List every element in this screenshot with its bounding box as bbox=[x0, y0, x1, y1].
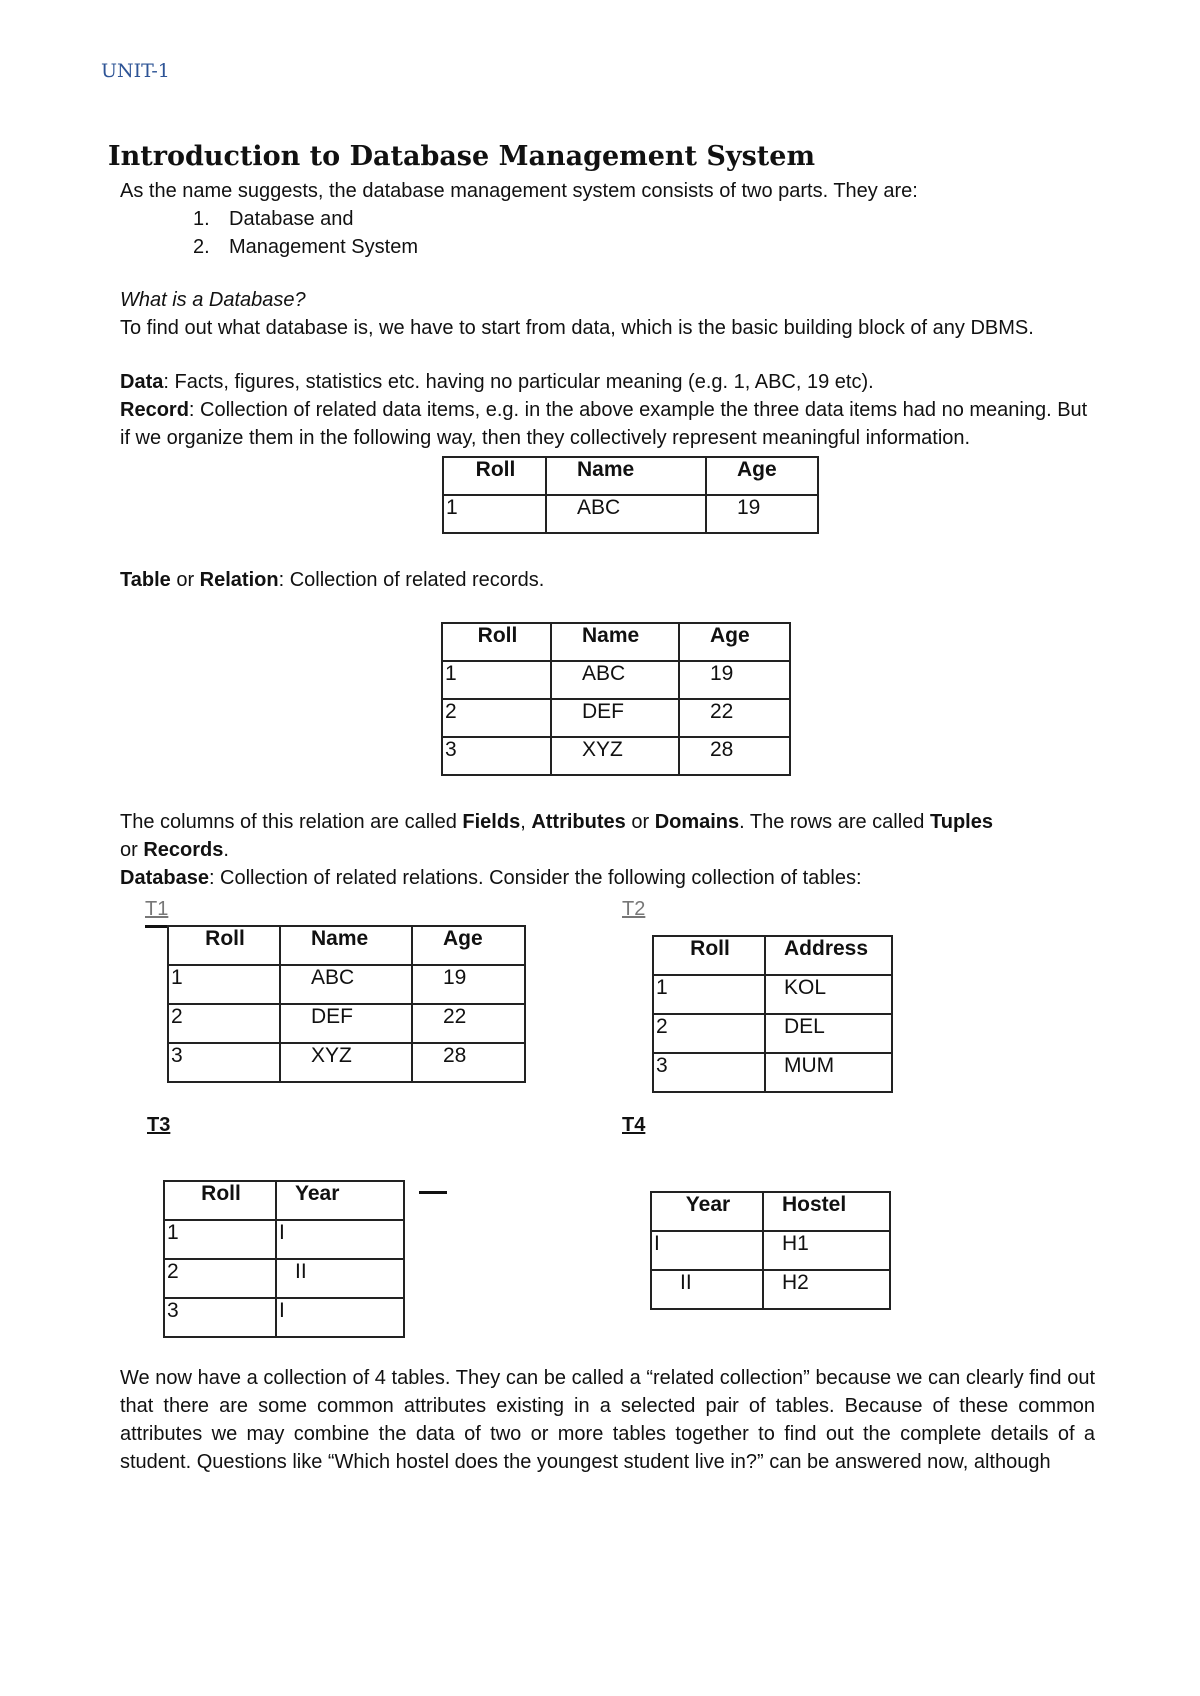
table-cell: 1 bbox=[443, 495, 546, 533]
table-cell: II bbox=[276, 1259, 404, 1298]
table-header: Roll bbox=[164, 1181, 276, 1220]
table-header: Address bbox=[765, 936, 892, 975]
table-header: Year bbox=[651, 1192, 763, 1231]
list-item: 2. bbox=[193, 236, 210, 258]
table-cell: KOL bbox=[765, 975, 892, 1014]
table-cell: 1 bbox=[653, 975, 765, 1014]
table-cell: ABC bbox=[546, 495, 706, 533]
table-cell: 19 bbox=[679, 661, 790, 699]
what-is-text: To find out what database is, we have to start from data, which is the basic building block of any DBMS. bbox=[120, 317, 1034, 339]
table-cell: 3 bbox=[442, 737, 551, 775]
table-header: Age bbox=[679, 623, 790, 661]
table-cell: DEF bbox=[551, 699, 679, 737]
list-item-label: Management System bbox=[229, 236, 418, 258]
table-cell: 19 bbox=[412, 965, 525, 1004]
record-definition: Record: Collection of related data items, e.g. in the above example the three data items had no meaning. But bbox=[120, 399, 1088, 421]
table-header: Name bbox=[280, 926, 412, 965]
record-definition-cont: if we organize them in the following way, then they collectively represent meaningful information. bbox=[120, 427, 971, 449]
table-cell: 2 bbox=[442, 699, 551, 737]
table-cell: I bbox=[276, 1298, 404, 1337]
page-title: Introduction to Database Management System bbox=[108, 141, 816, 172]
table-cell: 28 bbox=[679, 737, 790, 775]
table-cell: 19 bbox=[706, 495, 818, 533]
table-caption-t4: T4 bbox=[622, 1114, 646, 1136]
table-cell: MUM bbox=[765, 1053, 892, 1092]
table-cell: 2 bbox=[653, 1014, 765, 1053]
table-cell: XYZ bbox=[551, 737, 679, 775]
table-header: Year bbox=[276, 1181, 404, 1220]
table-cell: 28 bbox=[412, 1043, 525, 1082]
table-cell: H1 bbox=[763, 1231, 890, 1270]
table-cell: 3 bbox=[168, 1043, 280, 1082]
unit-header: UNIT-1 bbox=[101, 60, 170, 82]
table-cell: XYZ bbox=[280, 1043, 412, 1082]
data-definition: Data: Facts, figures, statistics etc. having no particular meaning (e.g. 1, ABC, 19 etc). bbox=[120, 371, 874, 393]
closing-paragraph: We now have a collection of 4 tables. They can be called a “related collection” because we can clearly find out that there are some common attributes existing in a selected pair of tables. Because of these common attributes we may combine the data of two or more tables together to find out the complete details of a student. Questions like “Which hostel does the youngest student live in?” can be answered now, although bbox=[120, 1367, 1095, 1473]
table-cell: DEF bbox=[280, 1004, 412, 1043]
table-header: Age bbox=[412, 926, 525, 965]
table-definition: Table or Relation: Collection of related records. bbox=[120, 569, 545, 591]
table-cell: I bbox=[276, 1220, 404, 1259]
table-cell: 22 bbox=[412, 1004, 525, 1043]
table-t2 bbox=[652, 935, 893, 1093]
table-t3 bbox=[163, 1180, 405, 1338]
table-t4 bbox=[650, 1191, 891, 1310]
record-table bbox=[442, 456, 819, 534]
table-header: Age bbox=[706, 457, 818, 495]
table-caption-t2: T2 bbox=[622, 898, 646, 920]
table-cell: 2 bbox=[168, 1004, 280, 1043]
table-header: Roll bbox=[653, 936, 765, 975]
table-header: Name bbox=[546, 457, 706, 495]
relation-table bbox=[441, 622, 791, 776]
database-definition: Database: Collection of related relations. Consider the following collection of tables: bbox=[120, 867, 862, 889]
table-cell: 3 bbox=[164, 1298, 276, 1337]
table-cell: II bbox=[651, 1270, 763, 1309]
list-item: 1. bbox=[193, 208, 210, 230]
intro-text: As the name suggests, the database management system consists of two parts. They are: bbox=[120, 180, 918, 202]
table-caption-t3: T3 bbox=[147, 1114, 171, 1136]
table-header: Name bbox=[551, 623, 679, 661]
table-cell: 3 bbox=[653, 1053, 765, 1092]
table-cell: DEL bbox=[765, 1014, 892, 1053]
table-t1 bbox=[167, 925, 526, 1083]
table-header: Roll bbox=[168, 926, 280, 965]
table-cell: 22 bbox=[679, 699, 790, 737]
table-caption-t1: T1 bbox=[145, 898, 169, 920]
table-cell: 1 bbox=[442, 661, 551, 699]
table-cell: 1 bbox=[168, 965, 280, 1004]
table-header: Hostel bbox=[763, 1192, 890, 1231]
caption-dash bbox=[145, 925, 167, 928]
columns-text-cont: or Records. bbox=[120, 839, 229, 861]
section-question: What is a Database? bbox=[120, 289, 306, 311]
columns-text: The columns of this relation are called Fields, Attributes or Domains. The rows are called Tuples bbox=[120, 811, 993, 833]
table-header: Roll bbox=[443, 457, 546, 495]
table-cell: ABC bbox=[551, 661, 679, 699]
table-cell: 2 bbox=[164, 1259, 276, 1298]
table-cell: H2 bbox=[763, 1270, 890, 1309]
table-cell: 1 bbox=[164, 1220, 276, 1259]
table-cell: ABC bbox=[280, 965, 412, 1004]
table-cell: I bbox=[651, 1231, 763, 1270]
list-item-label: Database and bbox=[229, 208, 354, 230]
dash-mark bbox=[419, 1191, 447, 1194]
table-header: Roll bbox=[442, 623, 551, 661]
